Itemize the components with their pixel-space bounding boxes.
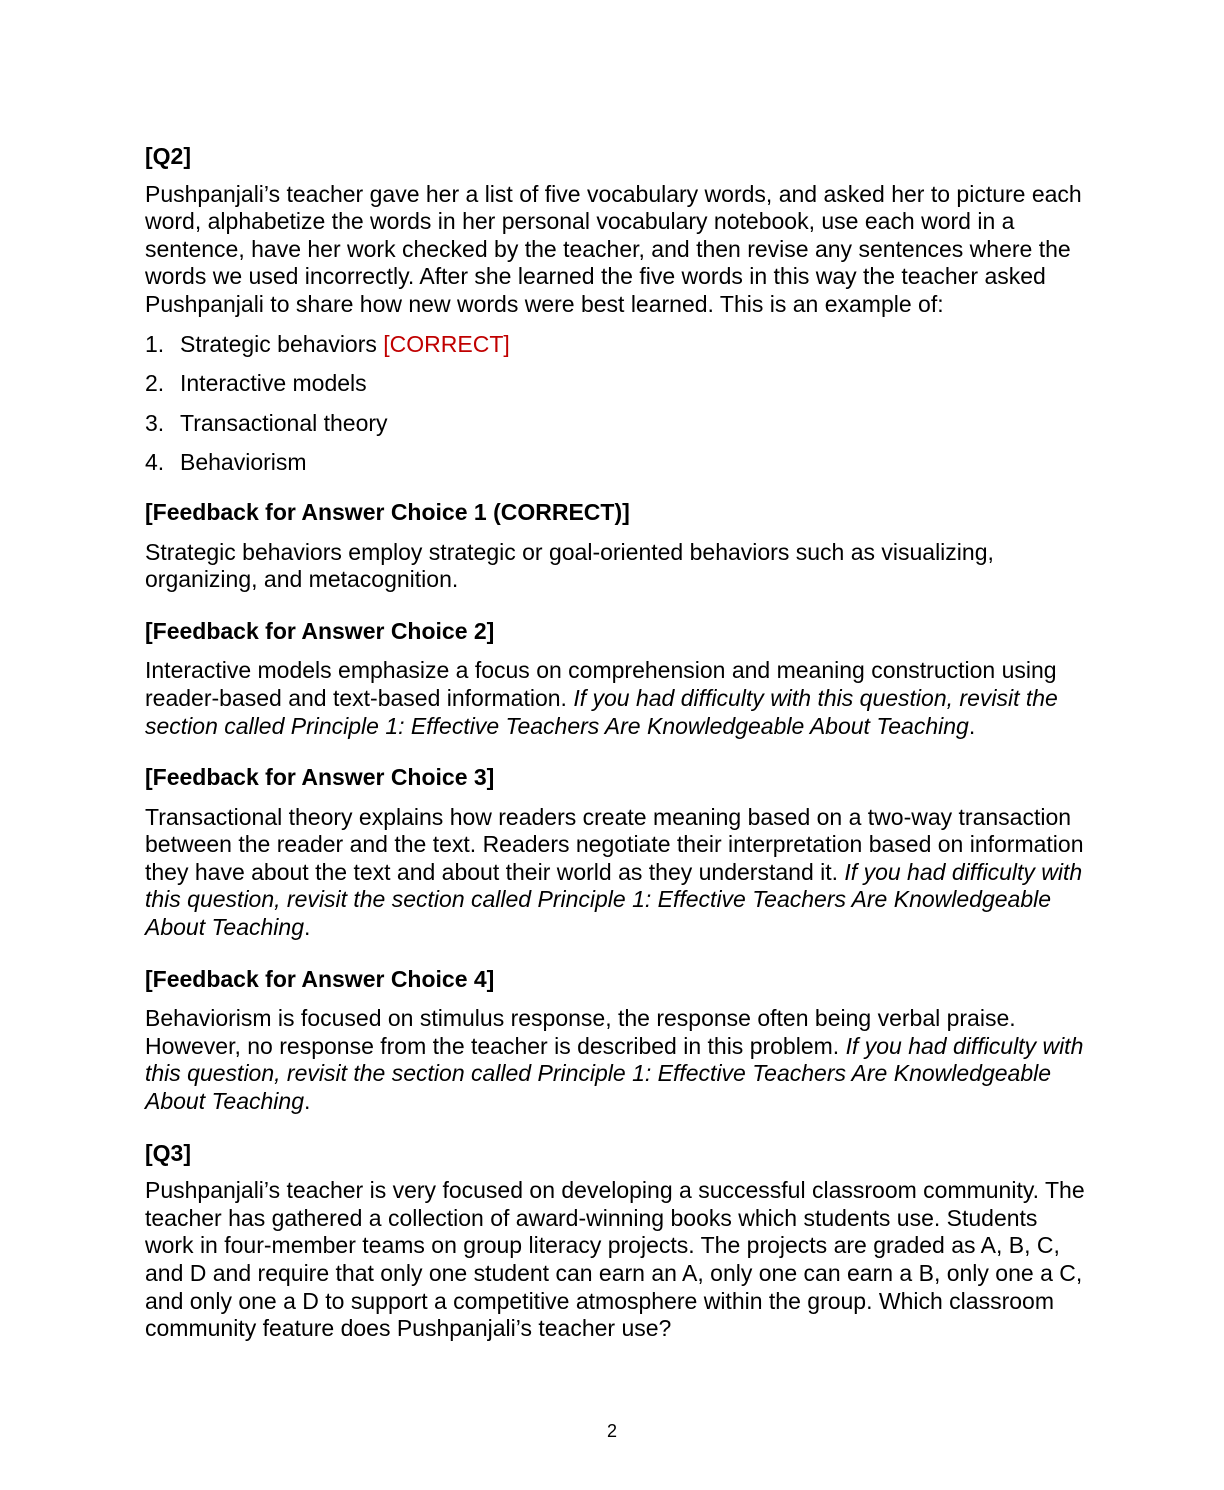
answer-choice-4 <box>145 449 1085 477</box>
feedback-body: Transactional theory explains how readers create meaning based on a two-way transaction between the reader and the text. Readers negotiate their interpretation based on information they have about the text and about their world as they understand it. <box>145 803 1084 885</box>
answer-choice-text: Behaviorism <box>180 449 307 476</box>
answer-choice-number: 1. <box>145 330 165 357</box>
document-page <box>145 143 1085 1355</box>
feedback-heading-choice-2: [Feedback for Answer Choice 2] <box>145 617 495 644</box>
feedback-hint: If you had difficulty with this question, revisit the section called Principle 1: Effective Teachers Are Knowledgeable About Teaching <box>145 858 1083 941</box>
feedback-body: Behaviorism is focused on stimulus response, the response often being verbal praise. However, no response from the teacher is described in this problem. <box>145 1005 1016 1059</box>
question-text-q2: Pushpanjali’s teacher gave her a list of five vocabulary words, and asked her to picture each word, alphabetize the words in her personal vocabulary notebook, use each word in a sentence, have her work checked by the teacher, and then revise any sentences where the words we used incorrectly. After she learned the five words in this way the teacher asked Pushpanjali to share how new words were best learned. This is an example of: <box>145 180 1082 317</box>
feedback-text-choice-4 <box>145 1005 1085 1115</box>
feedback-heading-choice-4: [Feedback for Answer Choice 4] <box>145 965 495 992</box>
feedback-heading-choice-3: [Feedback for Answer Choice 3] <box>145 764 495 791</box>
question-text-q3: Pushpanjali’s teacher is very focused on developing a successful classroom community. The teacher has gathered a collection of award-winning books which students use. Students work in four-member teams on group literacy projects. The projects are graded as A, B, C, and D and require that only one student can earn an A, only one can earn a B, only one a C, and only one a D to support a competitive atmosphere within the group. Which classroom community feature does Pushpanjali’s teacher use? <box>145 1177 1085 1342</box>
feedback-text-choice-3 <box>145 804 1085 942</box>
answer-choice-2 <box>145 370 1085 398</box>
feedback-end: . <box>968 712 976 739</box>
feedback-end: . <box>304 914 311 941</box>
answer-choice-text: Transactional theory <box>180 409 388 436</box>
feedback-text-choice-2 <box>145 657 1085 740</box>
question-label-q3: [Q3] <box>145 1139 191 1166</box>
answer-choices-q2 <box>145 331 1085 477</box>
answer-choice-number: 2. <box>145 370 165 397</box>
feedback-heading-choice-1: [Feedback for Answer Choice 1 (CORRECT)] <box>145 498 630 525</box>
page-number: 2 <box>606 1421 617 1441</box>
correct-marker: [CORRECT] <box>383 330 510 357</box>
answer-choice-text: Interactive models <box>180 370 367 397</box>
feedback-body: Strategic behaviors employ strategic or goal-oriented behaviors such as visualizing, organizing, and metacognition. <box>145 538 994 593</box>
answer-choice-number: 3. <box>145 409 165 436</box>
feedback-text-choice-1 <box>145 539 1085 594</box>
answer-choice-text: Strategic behaviors <box>180 330 377 357</box>
question-label-q2: [Q2] <box>145 143 191 169</box>
feedback-body: Interactive models emphasize a focus on comprehension and meaning construction using reader-based and text-based information. <box>145 657 1057 711</box>
feedback-hint: If you had difficulty with this question, revisit the section called Principle 1: Effective Teachers Are Knowledgeable About Teaching <box>145 1032 1084 1115</box>
answer-choice-1 <box>145 331 1085 359</box>
answer-choice-3 <box>145 410 1085 438</box>
answer-choice-number: 4. <box>145 449 165 476</box>
feedback-hint: If you had difficulty with this question, revisit the section called Principle 1: Effective Teachers Are Knowledgeable About Teaching <box>145 684 1058 739</box>
feedback-end: . <box>304 1088 311 1115</box>
